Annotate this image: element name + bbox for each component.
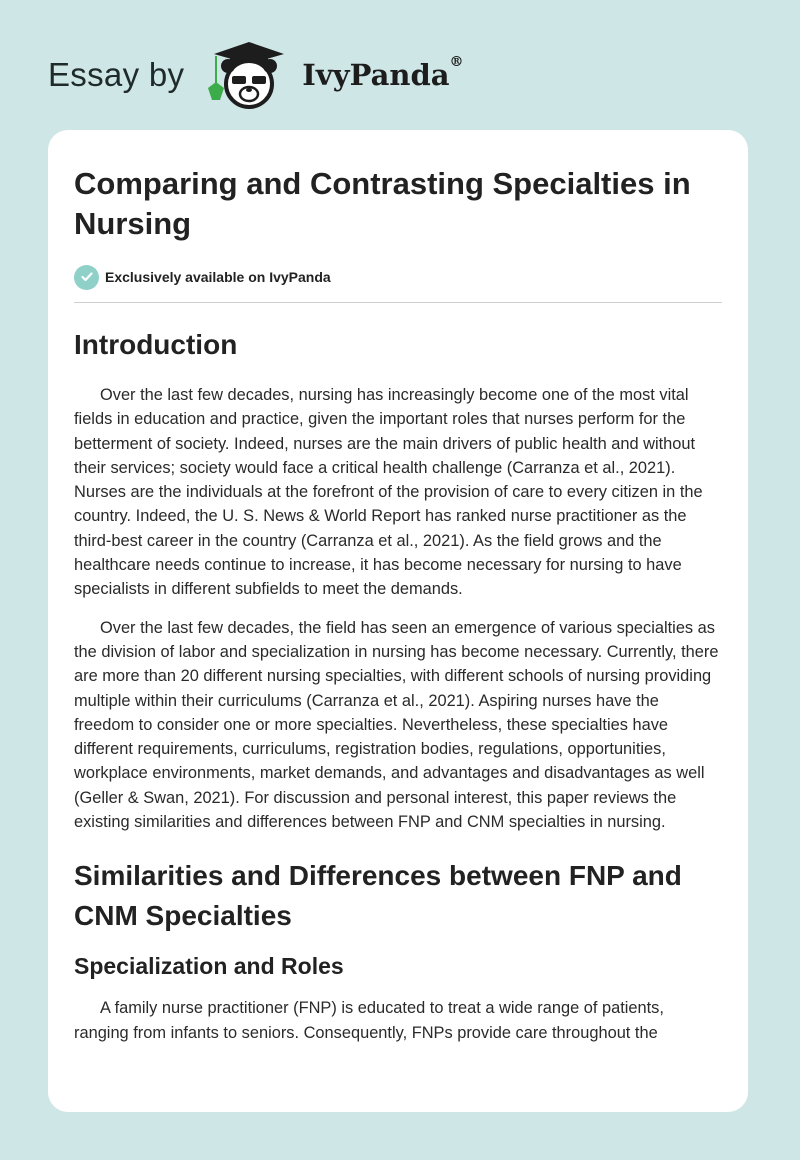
essay-by-label: Essay by: [48, 56, 185, 93]
brand-header: [48, 40, 464, 110]
badge-text: Exclusively available on IvyPanda: [105, 269, 331, 285]
check-icon: [74, 265, 99, 290]
panda-logo-icon: [204, 40, 294, 110]
subsection-heading: Specialization and Roles: [74, 953, 344, 980]
divider: [74, 302, 722, 303]
page-title: Comparing and Contrasting Specialties in Nursing: [74, 166, 691, 241]
paragraph: A family nurse practitioner (FNP) is educated to treat a wide range of patients, ranging from infants to seniors. Consequently, FNPs provide care throughout the: [74, 999, 664, 1042]
exclusive-badge: [74, 264, 722, 290]
section-heading: Similarities and Differences between FNP and CNM Specialties: [74, 860, 682, 932]
section-heading: Introduction: [74, 329, 238, 360]
paragraph: Over the last few decades, the field has seen an emergence of various specialties as the division of labor and specialization in nursing has become necessary. Currently, there are more than 20 different nursing specialties, with different schools of nursing providing multiple within their curriculums (Carranza et al., 2021). Aspiring nurses have the freedom to consider one or more specialties. Nevertheless, these specialties have different requirements, curriculums, registration bodies, regulations, opportunities, workplace environments, market demands, and advantages and disadvantages as well (Geller & Swan, 2021). For discussion and personal interest, this paper reviews the existing similarities and differences between FNP and CNM specialties in nursing.: [74, 618, 719, 832]
paragraph: Over the last few decades, nursing has increasingly become one of the most vital fields in education and practice, given the important roles that nurses perform for the betterment of society. Indeed, nurses are the main drivers of public health and without their services; society would face a critical health challenge (Carranza et al., 2021). Nurses are the individuals at the forefront of the provision of care to every citizen in the country. Indeed, the U. S. News & World Report has ranked nurse practitioner as the third-best career in the country (Carranza et al., 2021). As the field grows and the healthcare needs continue to increase, it has become necessary for nursing to have specialists in different subfields to meet the demands.: [74, 386, 703, 599]
brand-name: IvyPanda®: [302, 54, 464, 92]
essay-card: [48, 130, 748, 1112]
